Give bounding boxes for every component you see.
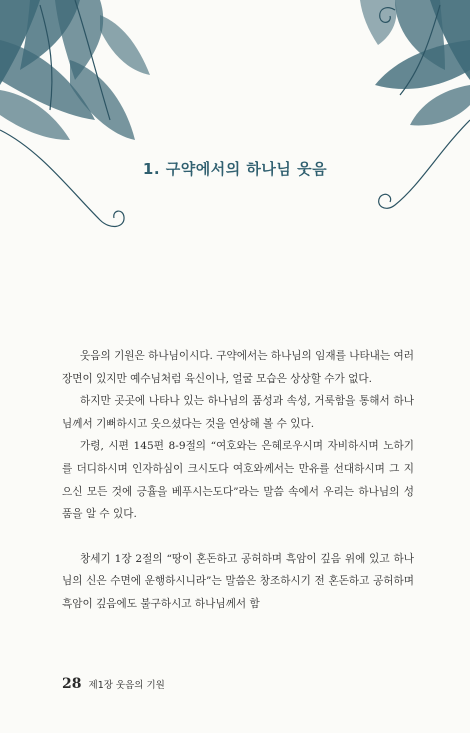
left-leaf-cluster — [0, 0, 150, 140]
leaf-decoration — [0, 0, 470, 250]
paragraph: 하지만 곳곳에 나타나 있는 하나님의 품성과 속성, 거룩함을 통해서 하나님께서 기뻐하시고 웃으셨다는 것을 연상해 볼 수 있다. — [62, 395, 414, 430]
body-text — [62, 345, 414, 616]
paragraph: 웃음의 기원은 하나님이시다. 구약에서는 하나님의 임재를 나타내는 여러 장면이 있지만 예수님처럼 육신이나, 얼굴 모습은 상상할 수가 없다. — [62, 350, 414, 385]
page-number: 28 — [62, 676, 82, 692]
page-footer — [62, 676, 165, 692]
section-title: 1. 구약에서의 하나님 웃음 — [142, 160, 328, 178]
paragraph: 창세기 1장 2절의 “땅이 혼돈하고 공허하며 흑암이 깊음 위에 있고 하나님의 신은 수면에 운행하시니라”는 말씀은 창조하시기 전 혼돈하고 공허하며 흑암이 깊음에도 불구하시고 하나님께서 함 — [62, 552, 414, 610]
paragraph: 가령, 시편 145편 8-9절의 “여호와는 은혜로우시며 자비하시며 노하기를 더디하시며 인자하심이 크시도다 여호와께서는 만유를 선대하시며 그 지으신 모든 것에 긍휼을 베푸시는도다”라는 말씀 속에서 우리는 하나님의 성품을 알 수 있다. — [62, 440, 414, 521]
right-leaf-cluster — [360, 0, 470, 125]
chapter-label: 제1장 웃음의 기원 — [88, 680, 165, 691]
